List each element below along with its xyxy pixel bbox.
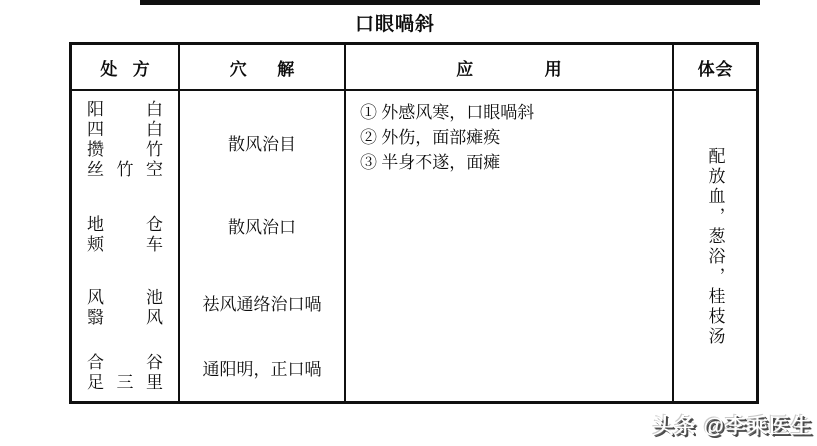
acupoint-group-2: [87, 215, 163, 255]
table-header-row: [72, 45, 756, 91]
header-explanation-label: 穴解: [229, 59, 325, 79]
acupoint: 颊车: [87, 235, 163, 254]
application-item: ② 外伤，面部瘫痪: [360, 128, 501, 147]
header-experience-label: 体会: [697, 59, 734, 79]
column-experience: [674, 91, 756, 401]
page-title: 口眼喎斜: [354, 14, 435, 35]
explanation-text: 祛风通络治口喎: [202, 295, 322, 314]
acupoint: 丝竹空: [87, 160, 163, 179]
header-prescription-label: 处方: [100, 59, 165, 79]
acupoint: 足三里: [87, 373, 163, 392]
header-application-label: 应用: [456, 59, 634, 79]
application-item: ① 外感风寒，口眼喎斜: [360, 103, 535, 122]
page-edge-scan-artifact: [140, 0, 760, 5]
application-list: [360, 100, 534, 175]
header-application: [346, 45, 674, 89]
acupoint-group-1: [87, 100, 163, 180]
acupoint-group-4: [87, 353, 163, 393]
acupoint: 攒竹: [87, 140, 163, 159]
header-experience: [674, 45, 756, 89]
acupoint: 四白: [87, 120, 163, 139]
explanation-text: 散风治目: [228, 135, 296, 154]
explanation-text: 通阳明，正口喎: [202, 360, 322, 379]
acupoint: 阳白: [87, 100, 163, 119]
column-application: [346, 91, 674, 401]
acupoint: 合谷: [87, 353, 163, 372]
acupoint: 翳风: [87, 308, 163, 327]
acupoint: 风池: [87, 288, 163, 307]
experience-vertical-text: 配放血，葱浴，桂枝汤: [705, 147, 725, 347]
header-explanation: [180, 45, 346, 89]
application-item: ③ 半身不遂，面瘫: [360, 153, 501, 172]
table-body-row: [72, 91, 756, 401]
header-prescription: [72, 45, 180, 89]
acupoint-group-3: [87, 288, 163, 328]
acupoint: 地仓: [87, 215, 163, 234]
watermark: 头条 @李乘医生: [652, 415, 813, 438]
column-prescription: [72, 91, 180, 401]
column-explanation: [180, 91, 346, 401]
explanation-text: 散风治口: [228, 218, 296, 237]
prescription-table: [69, 42, 759, 404]
